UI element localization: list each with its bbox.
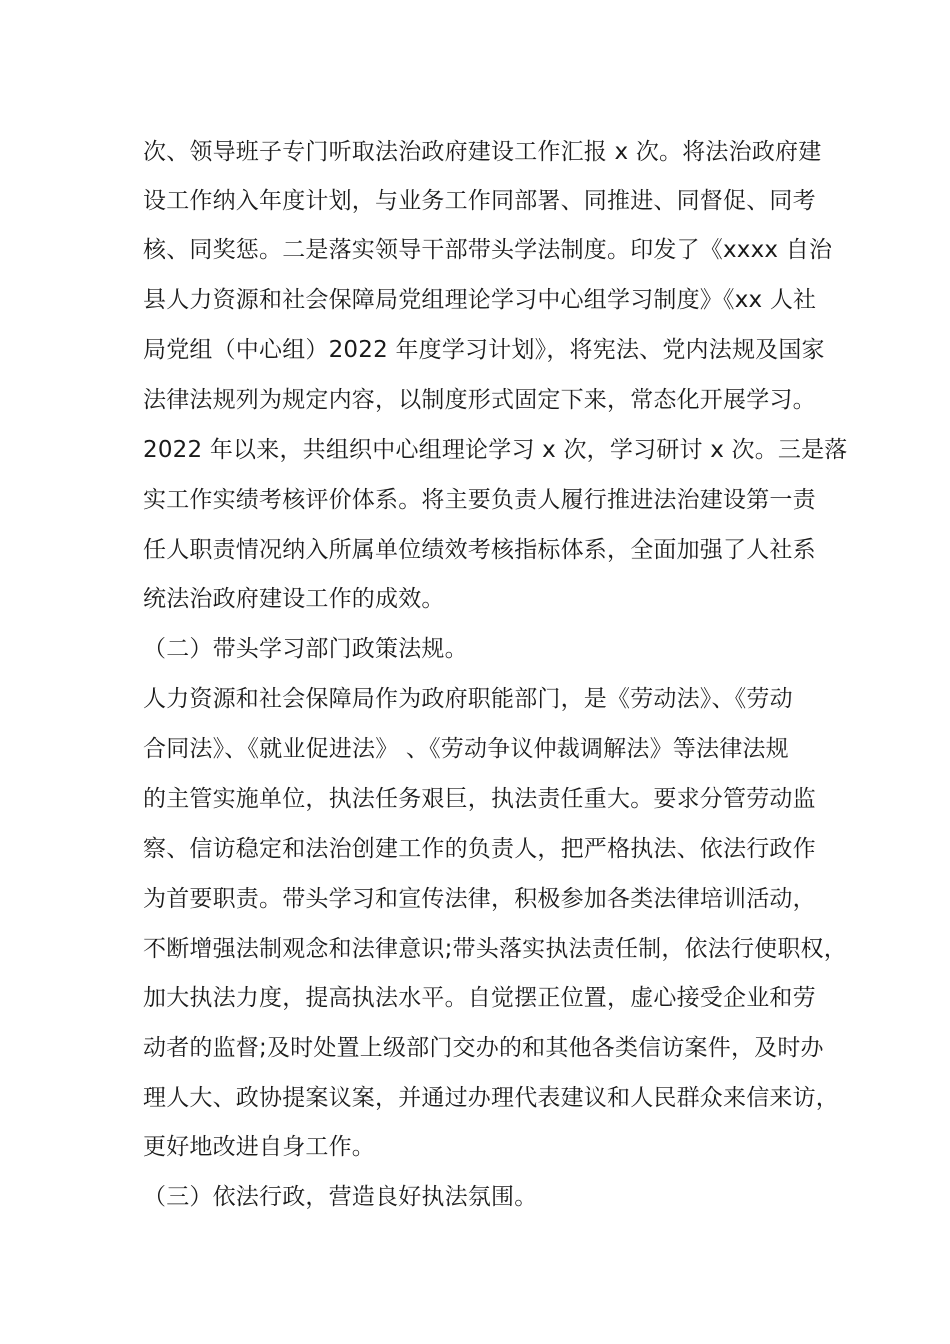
text-line-5: 局党组（中心组）2022 年度学习计划》，将宪法、党内法规及国家 — [143, 337, 825, 363]
section-heading-2: （二）带头学习部门政策法规。 — [143, 636, 468, 662]
text-line-4: 县人力资源和社会保障局党组理论学习中心组学习制度》《xx 人社 — [143, 287, 817, 313]
text-line-15: 为首要职责。带头学习和宣传法律，积极参加各类法律培训活动， — [143, 886, 816, 912]
text-line-6: 法律法规列为规定内容，以制度形式固定下来，常态化开展学习。 — [143, 387, 816, 413]
text-line-8: 实工作实绩考核评价体系。将主要负责人履行推进法治建设第一责 — [143, 487, 816, 513]
text-line-2: 设工作纳入年度计划，与业务工作同部署、同推进、同督促、同考 — [143, 188, 816, 214]
text-line-16: 不断增强法制观念和法律意识;带头落实执法责任制，依法行使职权， — [143, 936, 847, 962]
text-line-18: 动者的监督;及时处置上级部门交办的和其他各类信访案件，及时办 — [143, 1035, 824, 1061]
text-line-1: 次、领导班子专门听取法治政府建设工作汇报 x 次。将法治政府建 — [143, 139, 822, 165]
text-line-7: 2022 年以来，共组织中心组理论学习 x 次，学习研讨 x 次。三是落 — [143, 437, 848, 463]
text-line-13: 的主管实施单位，执法任务艰巨，执法责任重大。要求分管劳动监 — [143, 786, 816, 812]
text-line-12: 合同法》、《就业促进法》 、《劳动争议仲裁调解法》等法律法规 — [143, 736, 789, 762]
section-heading-3: （三）依法行政，营造良好执法氛围。 — [143, 1184, 538, 1210]
text-line-10: 统法治政府建设工作的成效。 — [143, 586, 445, 612]
text-line-9: 任人职责情况纳入所属单位绩效考核指标体系，全面加强了人社系 — [143, 537, 816, 563]
text-line-11: 人力资源和社会保障局作为政府职能部门，是《劳动法》、《劳动 — [143, 686, 793, 712]
text-line-20: 更好地改进自身工作。 — [143, 1134, 375, 1160]
text-line-14: 察、信访稳定和法治创建工作的负责人，把严格执法、依法行政作 — [143, 836, 816, 862]
text-line-3: 核、同奖惩。二是落实领导干部带头学法制度。印发了《xxxx 自治 — [143, 237, 833, 263]
text-line-17: 加大执法力度，提高执法水平。自觉摆正位置，虚心接受企业和劳 — [143, 985, 816, 1011]
text-line-19: 理人大、政协提案议案，并通过办理代表建议和人民群众来信来访， — [143, 1085, 839, 1111]
